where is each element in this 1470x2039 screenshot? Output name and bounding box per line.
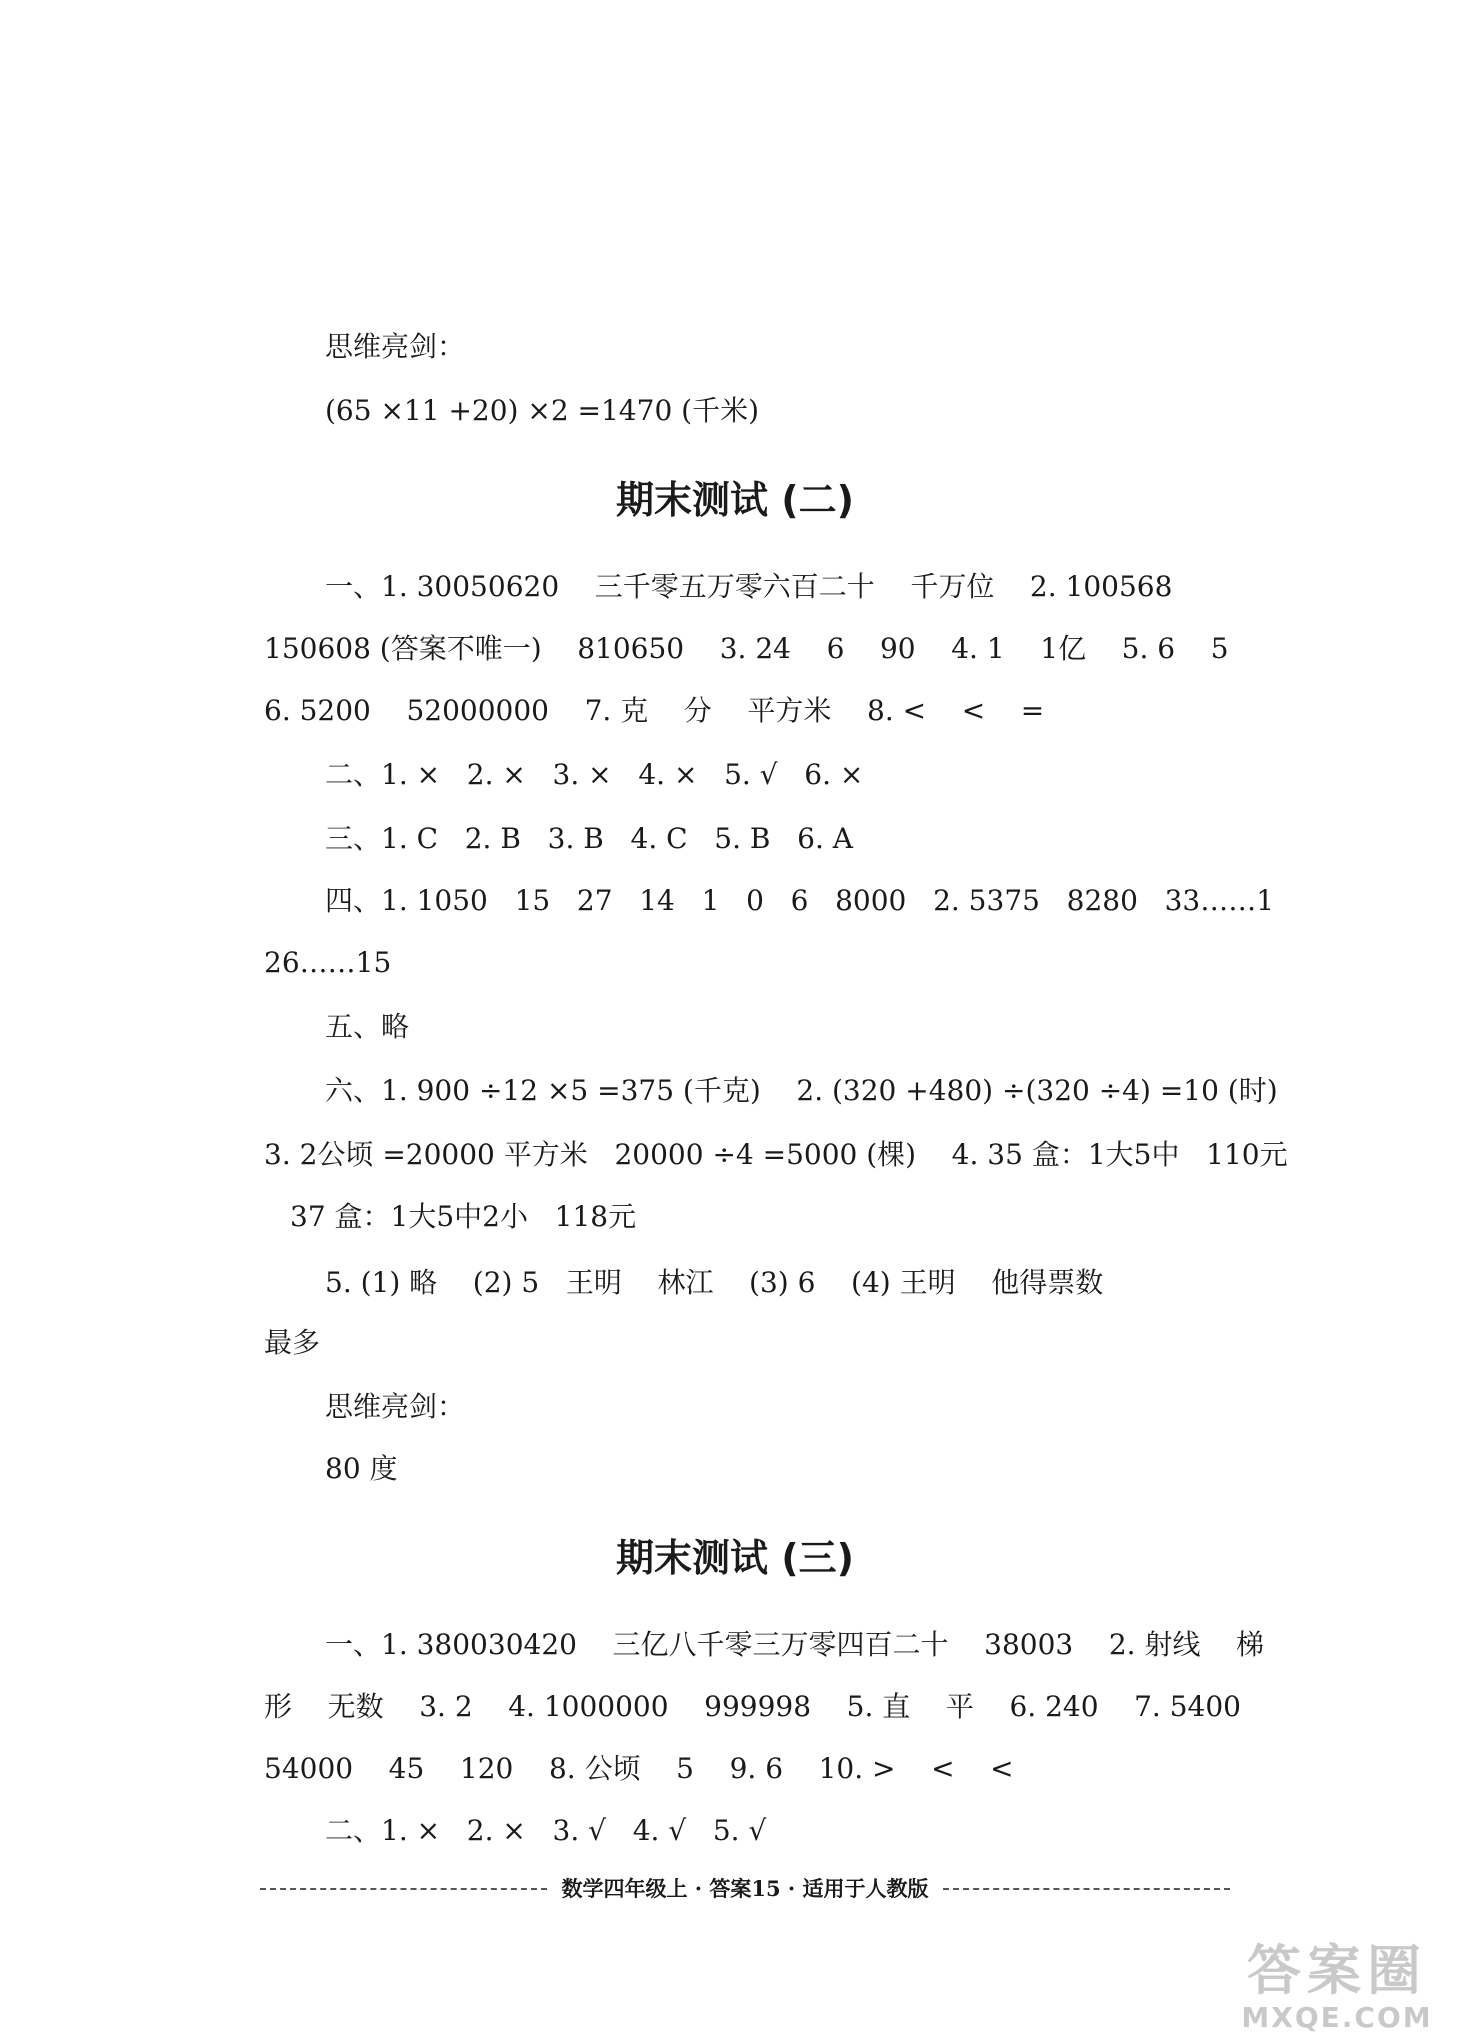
thinking-label-2: 思维亮剑： xyxy=(325,1390,466,1423)
test2-line: 3. 2公顷 =20000 平方米 20000 ÷4 =5000 (棵) 4. 35 盒：1大5中 110元 xyxy=(264,1138,1288,1171)
test2-line: 五、略 xyxy=(325,1010,410,1043)
test2-line: 150608 (答案不唯一) 810650 3. 24 6 90 4. 1 1亿 5. 6 5 xyxy=(264,632,1229,665)
test3-line: 形 无数 3. 2 4. 1000000 999998 5. 直 平 6. 240 7. 5400 xyxy=(264,1690,1241,1723)
test2-line: 37 盒：1大5中2小 118元 xyxy=(290,1200,637,1233)
test2-line: 二、1. × 2. × 3. × 4. × 5. √ 6. × xyxy=(325,758,864,791)
footer-divider-left xyxy=(260,1888,547,1890)
watermark-url: MXQE.COM xyxy=(1241,2001,1433,2034)
watermark-logo-text: 答案圈 xyxy=(1247,1939,1427,2002)
test2-line: 一、1. 30050620 三千零五万零六百二十 千万位 2. 100568 xyxy=(325,570,1173,603)
thinking-answer-1: (65 ×11 +20) ×2 =1470 (千米) xyxy=(325,394,760,427)
test3-line: 54000 45 120 8. 公顷 5 9. 6 10. > < < xyxy=(264,1752,1014,1785)
test2-line: 最多 xyxy=(264,1326,321,1359)
test3-title: 期末测试 (三) xyxy=(616,1536,854,1580)
test3-line: 一、1. 380030420 三亿八千零三万零四百二十 38003 2. 射线 梯 xyxy=(325,1628,1265,1661)
test2-line: 三、1. C 2. B 3. B 4. C 5. B 6. A xyxy=(325,822,853,855)
site-watermark xyxy=(1212,1941,1462,2033)
test2-line: 四、1. 1050 15 27 14 1 0 6 8000 2. 5375 8280 33……1 xyxy=(325,884,1275,917)
test2-line: 六、1. 900 ÷12 ×5 =375 (千克) 2. (320 +480) ÷(320 ÷4) =10 (时) xyxy=(325,1074,1278,1107)
footer-text: 数学四年级上 · 答案15 · 适用于人教版 xyxy=(561,1876,929,1901)
test2-line: 5. (1) 略 (2) 5 王明 林江 (3) 6 (4) 王明 他得票数 xyxy=(325,1266,1104,1299)
test2-line: 26……15 xyxy=(264,946,392,979)
test3-line: 二、1. × 2. × 3. √ 4. √ 5. √ xyxy=(325,1814,767,1847)
footer-divider-right xyxy=(943,1888,1230,1890)
thinking-label-1: 思维亮剑： xyxy=(325,330,466,363)
test2-line: 6. 5200 52000000 7. 克 分 平方米 8. < < = xyxy=(264,694,1045,727)
test2-title: 期末测试 (二) xyxy=(616,478,854,522)
page-footer xyxy=(260,1876,1230,1902)
thinking-answer-2: 80 度 xyxy=(325,1452,398,1485)
